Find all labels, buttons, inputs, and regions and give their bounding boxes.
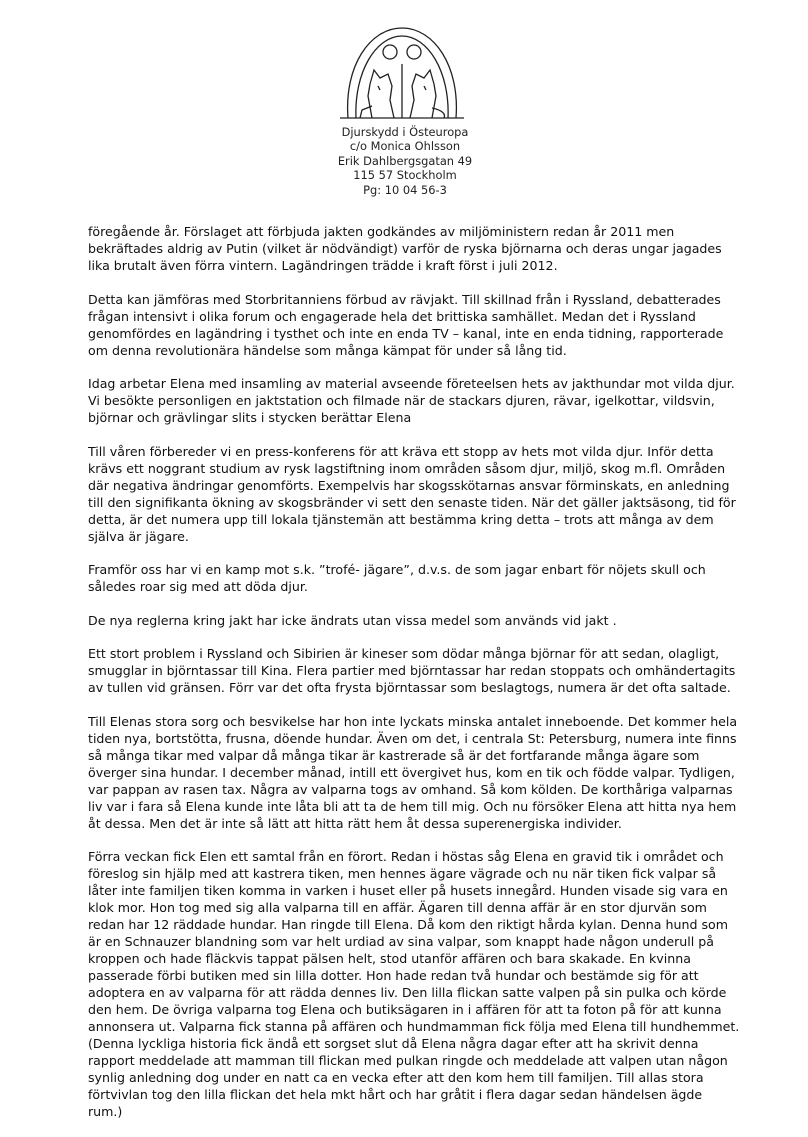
dog-and-cat-emblem-icon <box>334 14 470 124</box>
address-block <box>300 125 510 197</box>
postal-address: 115 57 Stockholm <box>353 168 457 183</box>
paragraph: De nya reglerna kring jakt har icke ändrats utan vissa medel som används vid jakt . <box>88 612 617 628</box>
paragraph: Idag arbetar Elena med insamling av material avseende företeelsen hets av jakthundar mot vilda djur. Vi besökte personligen en jaktstation och filmade när de stackars djuren, rävar, igelkottar, vildsvin, björnar och grävlingar slits i stycken berättar Elena <box>88 376 735 425</box>
paragraph: Detta kan jämföras med Storbritanniens förbud av rävjakt. Till skillnad från i Ryssland, debatterades frågan intensivt i olika forum och engagerade hela det brittiska samhället. Medan det i Ryssland genomfördes en lagändring i tysthet och inte en enda TV – kanal, inte en enda tidning, rapporterade om denna revolutionära händelse som många kämpat för under så lång tid. <box>88 291 724 358</box>
paragraph: Till våren förbereder vi en press-konferens för att kräva ett stopp av hets mot vilda djur. Inför detta krävs ett noggrant studium av rysk lagstiftning inom områden såsom djur, miljö, skog m.fl. Områden där negativa ändringar genomförts. Exempelvis har skogsskötarnas ansvar förminskats, en anledning till den signifikanta ökning av skogsbränder vi sett den senaste tiden. När det gäller jaktsäsong, tid för detta, är det numera upp till lokala tjänstemän att bestämma kring detta – trots att många av dem själva är jägare. <box>88 443 736 544</box>
document-body <box>88 223 740 1137</box>
postgiro-number: Pg: 10 04 56-3 <box>363 182 447 197</box>
paragraph: Till Elenas stora sorg och besvikelse har hon inte lyckats minska antalet inneboende. Det kommer hela tiden nya, bortstötta, frusna, döende hundar. Även om det, i centrala St: Petersburg, numera inte finns så många tikar med valpar då många tikar är kastrerade så är det fortfarande många ägare som överger sina hundar. I december månad, intill ett övergivet hus, kom en tik och födde valpar. Tydligen, var pappan av rasen tax. Några av valparna togs av omhand. Så kom kölden. De korthåriga valparnas liv var i fara så Elena kunde inte låta bli att ta de hem till mig. Och nu försöker Elena att hitta nya hem åt dessa. Men det är inte så lätt att hitta rätt hem åt dessa superenergiska individer. <box>88 713 738 831</box>
paragraph: Förra veckan fick Elen ett samtal från en förort. Redan i höstas såg Elena en gravid tik i området och föreslog sin hjälp med att kastrera tiken, men hennes ägare vägrade och nu när tiken fick valpar så låter inte familjen tiken komma in varken i huset eller på husets innegård. Hunden visade sig vara en klok mor. Hon tog med sig alla valparna till en affär. Ägaren till denna affär är en stor djurvän som redan har 12 räddade hundar. Han ringde till Elena. Då kom den riktigt hårda kylan. Denna hund som är en Schnauzer blandning som var helt urdiad av sina valpar, som knappt hade någon underull på kroppen och hade fläckvis tappat pälsen helt, stod utanför affären och bara skakade. En kvinna passerade förbi butiken med sin lilla dotter. Hon hade redan två hundar och bestämde sig för att adoptera en av valparna för att rädda dennes liv. Den lilla flickan satte valpen på sin pulka och körde den hem. De övriga valparna tog Elena och butiksägaren in i affären för att ta foton på för att kunna annonsera ut. Valparna fick stanna på affären och hundmamman fick följa med Elena till hundhemmet. (Denna lyckliga historia fick ändå ett sorgset slut då Elena några dagar efter att ha skrivit denna rapport meddelade att mamman till flickan med pulkan ringde och meddelade att valpen utan någon synlig anledning dog under en natt ca en vecka efter att den kom hem till familjen. Till allas stora förtvivlan tog den lilla flickan det hela mkt hårt och har gråtit i flera dagar sedan händelsen ägde rum.) <box>88 849 740 1119</box>
paragraph: föregående år. Förslaget att förbjuda jakten godkändes av miljöministern redan år 2011 men bekräftades aldrig av Putin (vilket är nödvändigt) varför de ryska björnarna och deras ungar jagades lika brutalt även förra vintern. Lagändringen trädde i kraft först i juli 2012. <box>88 224 722 273</box>
paragraph: Ett stort problem i Ryssland och Sibirien är kineser som dödar många björnar för att sedan, olagligt, smugglar in björntassar till Kina. Flera partier med björntassar har redan stoppats och omhändertagits av tullen vid gränsen. Förr var det ofta frysta björntassar som beslagtogs, numera är det ofta saltade. <box>88 646 736 695</box>
contact-person: c/o Monica Ohlsson <box>349 139 461 154</box>
street-address: Erik Dahlbergsgatan 49 <box>337 153 473 168</box>
org-name: Djurskydd i Östeuropa <box>341 125 469 139</box>
paragraph: Framför oss har vi en kamp mot s.k. ”trofé- jägare”, d.v.s. de som jagar enbart för nöjets skull och således roar sig med att döda djur. <box>88 562 706 594</box>
